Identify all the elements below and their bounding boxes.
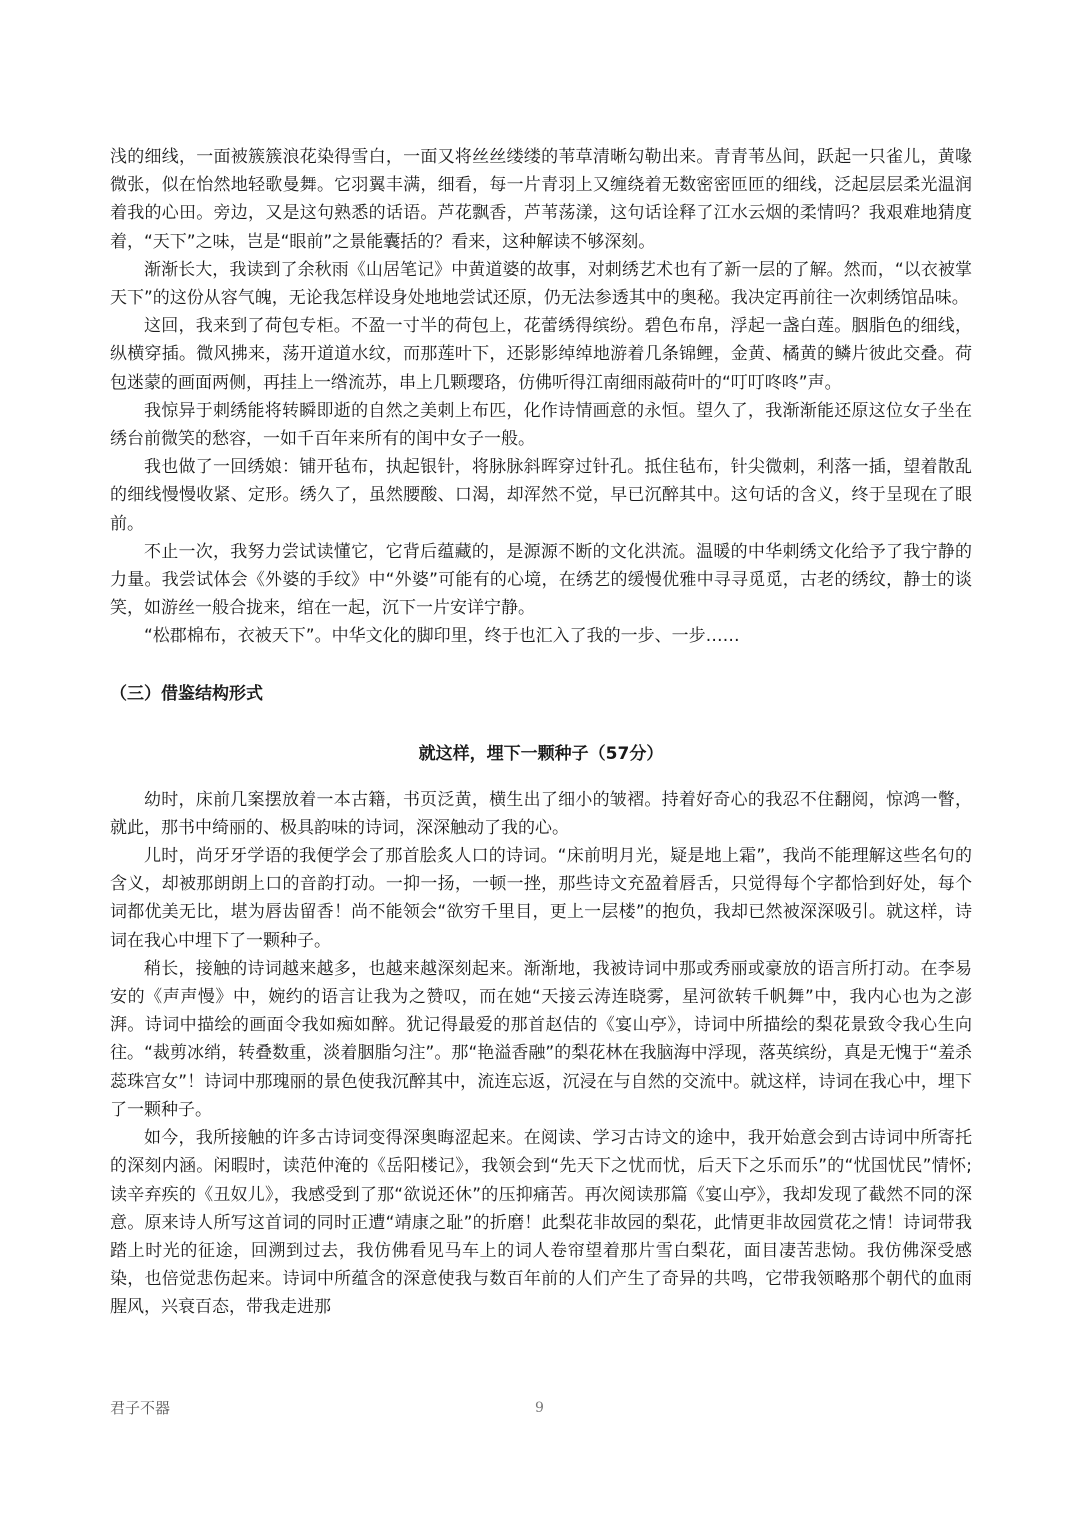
- page-content: [110, 143, 972, 1322]
- paragraph: 我也做了一回绣娘：铺开毡布，执起银针，将脉脉斜晖穿过针孔。抵住毡布，针尖微刺，利落一插，望着散乱的细线慢慢收紧、定形。绣久了，虽然腰酸、口渴，却浑然不觉，早已沉醉其中。这句话的含义，终于呈现在了眼前。: [110, 457, 972, 534]
- paragraph: 不止一次，我努力尝试读懂它，它背后蕴藏的，是源源不断的文化洪流。温暖的中华刺绣文化给予了我宁静的力量。我尝试体会《外婆的手纹》中“外婆”可能有的心境，在绣艺的缓慢优雅中寻寻觅觅，古老的绣纹，静士的谈笑，如游丝一般合拢来，绾在一起，沉下一片安详宁静。: [110, 541, 972, 619]
- paragraph: 我惊异于刺绣能将转瞬即逝的自然之美刺上布匹，化作诗情画意的永恒。望久了，我渐渐能还原这位女子坐在绣台前微笑的愁容，一如千百年来所有的闺中女子一般。: [110, 400, 972, 450]
- page-number: 9: [535, 1400, 544, 1416]
- paragraph: 幼时，床前几案摆放着一本古籍，书页泛黄，横生出了细小的皱褶。持着好奇心的我忍不住翻阅，惊鸿一瞥，就此，那书中绮丽的、极具韵味的诗词，深深触动了我的心。: [110, 789, 972, 838]
- paragraph: 这回，我来到了荷包专柜。不盈一寸半的荷包上，花蕾绣得缤纷。碧色布帛，浮起一盏白莲。胭脂色的细线，纵横穿插。微风拂来，荡开道道水纹，而那莲叶下，还影影绰绰地游着几条锦鲤，金黄、橘黄的鳞片彼此交叠。荷包迷蒙的画面两侧，再挂上一绺流苏，串上几颗璎珞，仿佛听得江南细雨敲荷叶的“叮叮咚咚”声。: [110, 316, 972, 393]
- paragraph: 浅的细线，一面被簇簇浪花染得雪白，一面又将丝丝缕缕的苇草清晰勾勒出来。青青苇丛间，跃起一只雀儿，黄喙微张，似在怡然地轻歌曼舞。它羽翼丰满，细看，每一片青羽上又缠绕着无数密密匝匝的细线，泛起层层柔光温润着我的心田。旁边，又是这句熟悉的话语。芦花飘香，芦苇荡漾，这句话诠释了江水云烟的柔情吗？我艰难地猜度着，“天下”之味，岂是“眼前”之景能囊括的？看来，这种解读不够深刻。: [110, 147, 972, 252]
- paragraph: “松郡棉布，衣被天下”。中华文化的脚印里，终于也汇入了我的一步、一步……: [144, 626, 740, 647]
- essay-title: 就这样，埋下一颗种子（57分）: [418, 743, 664, 764]
- section-heading: （三）借鉴结构形式: [110, 683, 263, 704]
- paragraph: 儿时，尚牙牙学语的我便学会了那首脍炙人口的诗词。“床前明月光，疑是地上霜”，我尚不能理解这些名句的含义，却被那朗朗上口的音韵打动。一抑一扬，一顿一挫，那些诗文充盈着唇舌，只觉得每个字都恰到好处，每个词都优美无比，堪为唇齿留香！尚不能领会“欲穷千里目，更上一层楼”的抱负，我却已然被深深吸引。就这样，诗词在我心中埋下了一颗种子。: [110, 846, 972, 951]
- paragraph: 稍长，接触的诗词越来越多，也越来越深刻起来。渐渐地，我被诗词中那或秀丽或豪放的语言所打动。在李易安的《声声慢》中，婉约的语言让我为之赞叹，而在她“天接云涛连晓雾，星河欲转千帆舞”中，我内心也为之澎湃。诗词中描绘的画面令我如痴如醉。犹记得最爱的那首赵佶的《宴山亭》，诗词中所描绘的梨花景致令我心生向往。“裁剪冰绡，转叠数重，淡着胭脂匀注”。那“艳溢香融”的梨花林在我脑海中浮现，落英缤纷，真是无愧于“羞杀蕊珠宫女”！诗词中那瑰丽的景色使我沉醉其中，流连忘返，沉浸在与自然的交流中。就这样，诗词在我心中，埋下了一颗种子。: [110, 958, 972, 1120]
- footer-label: 君子不器: [110, 1399, 171, 1417]
- paragraph: 渐渐长大，我读到了余秋雨《山居笔记》中黄道婆的故事，对刺绣艺术也有了新一层的了解。然而，“以衣被掌天下”的这份从容气魄，无论我怎样设身处地地尝试还原，仍无法参透其中的奥秘。我决定再前往一次刺绣馆品味。: [110, 259, 972, 309]
- paragraph: 如今，我所接触的许多古诗词变得深奥晦涩起来。在阅读、学习古诗文的途中，我开始意会到古诗词中所寄托的深刻内涵。闲暇时，读范仲淹的《岳阳楼记》，我领会到“先天下之忧而忧，后天下之乐而乐”的“忧国忧民”情怀;读辛弃疾的《丑奴儿》，我感受到了那“欲说还休”的压抑痛苦。再次阅读那篇《宴山亭》，我却发现了截然不同的深意。原来诗人所写这首词的同时正遭“靖康之耻”的折磨！此梨花非故园的梨花，此情更非故园赏花之情！诗词带我踏上时光的征途，回溯到过去，我仿佛看见马车上的词人卷帘望着那片雪白梨花，面目凄苦悲恸。我仿佛深受感染，也倍觉悲伤起来。诗词中所蕴含的深意使我与数百年前的人们产生了奇异的共鸣，它带我领略那个朝代的血雨腥风，兴衰百态，带我走进那: [110, 1128, 972, 1318]
